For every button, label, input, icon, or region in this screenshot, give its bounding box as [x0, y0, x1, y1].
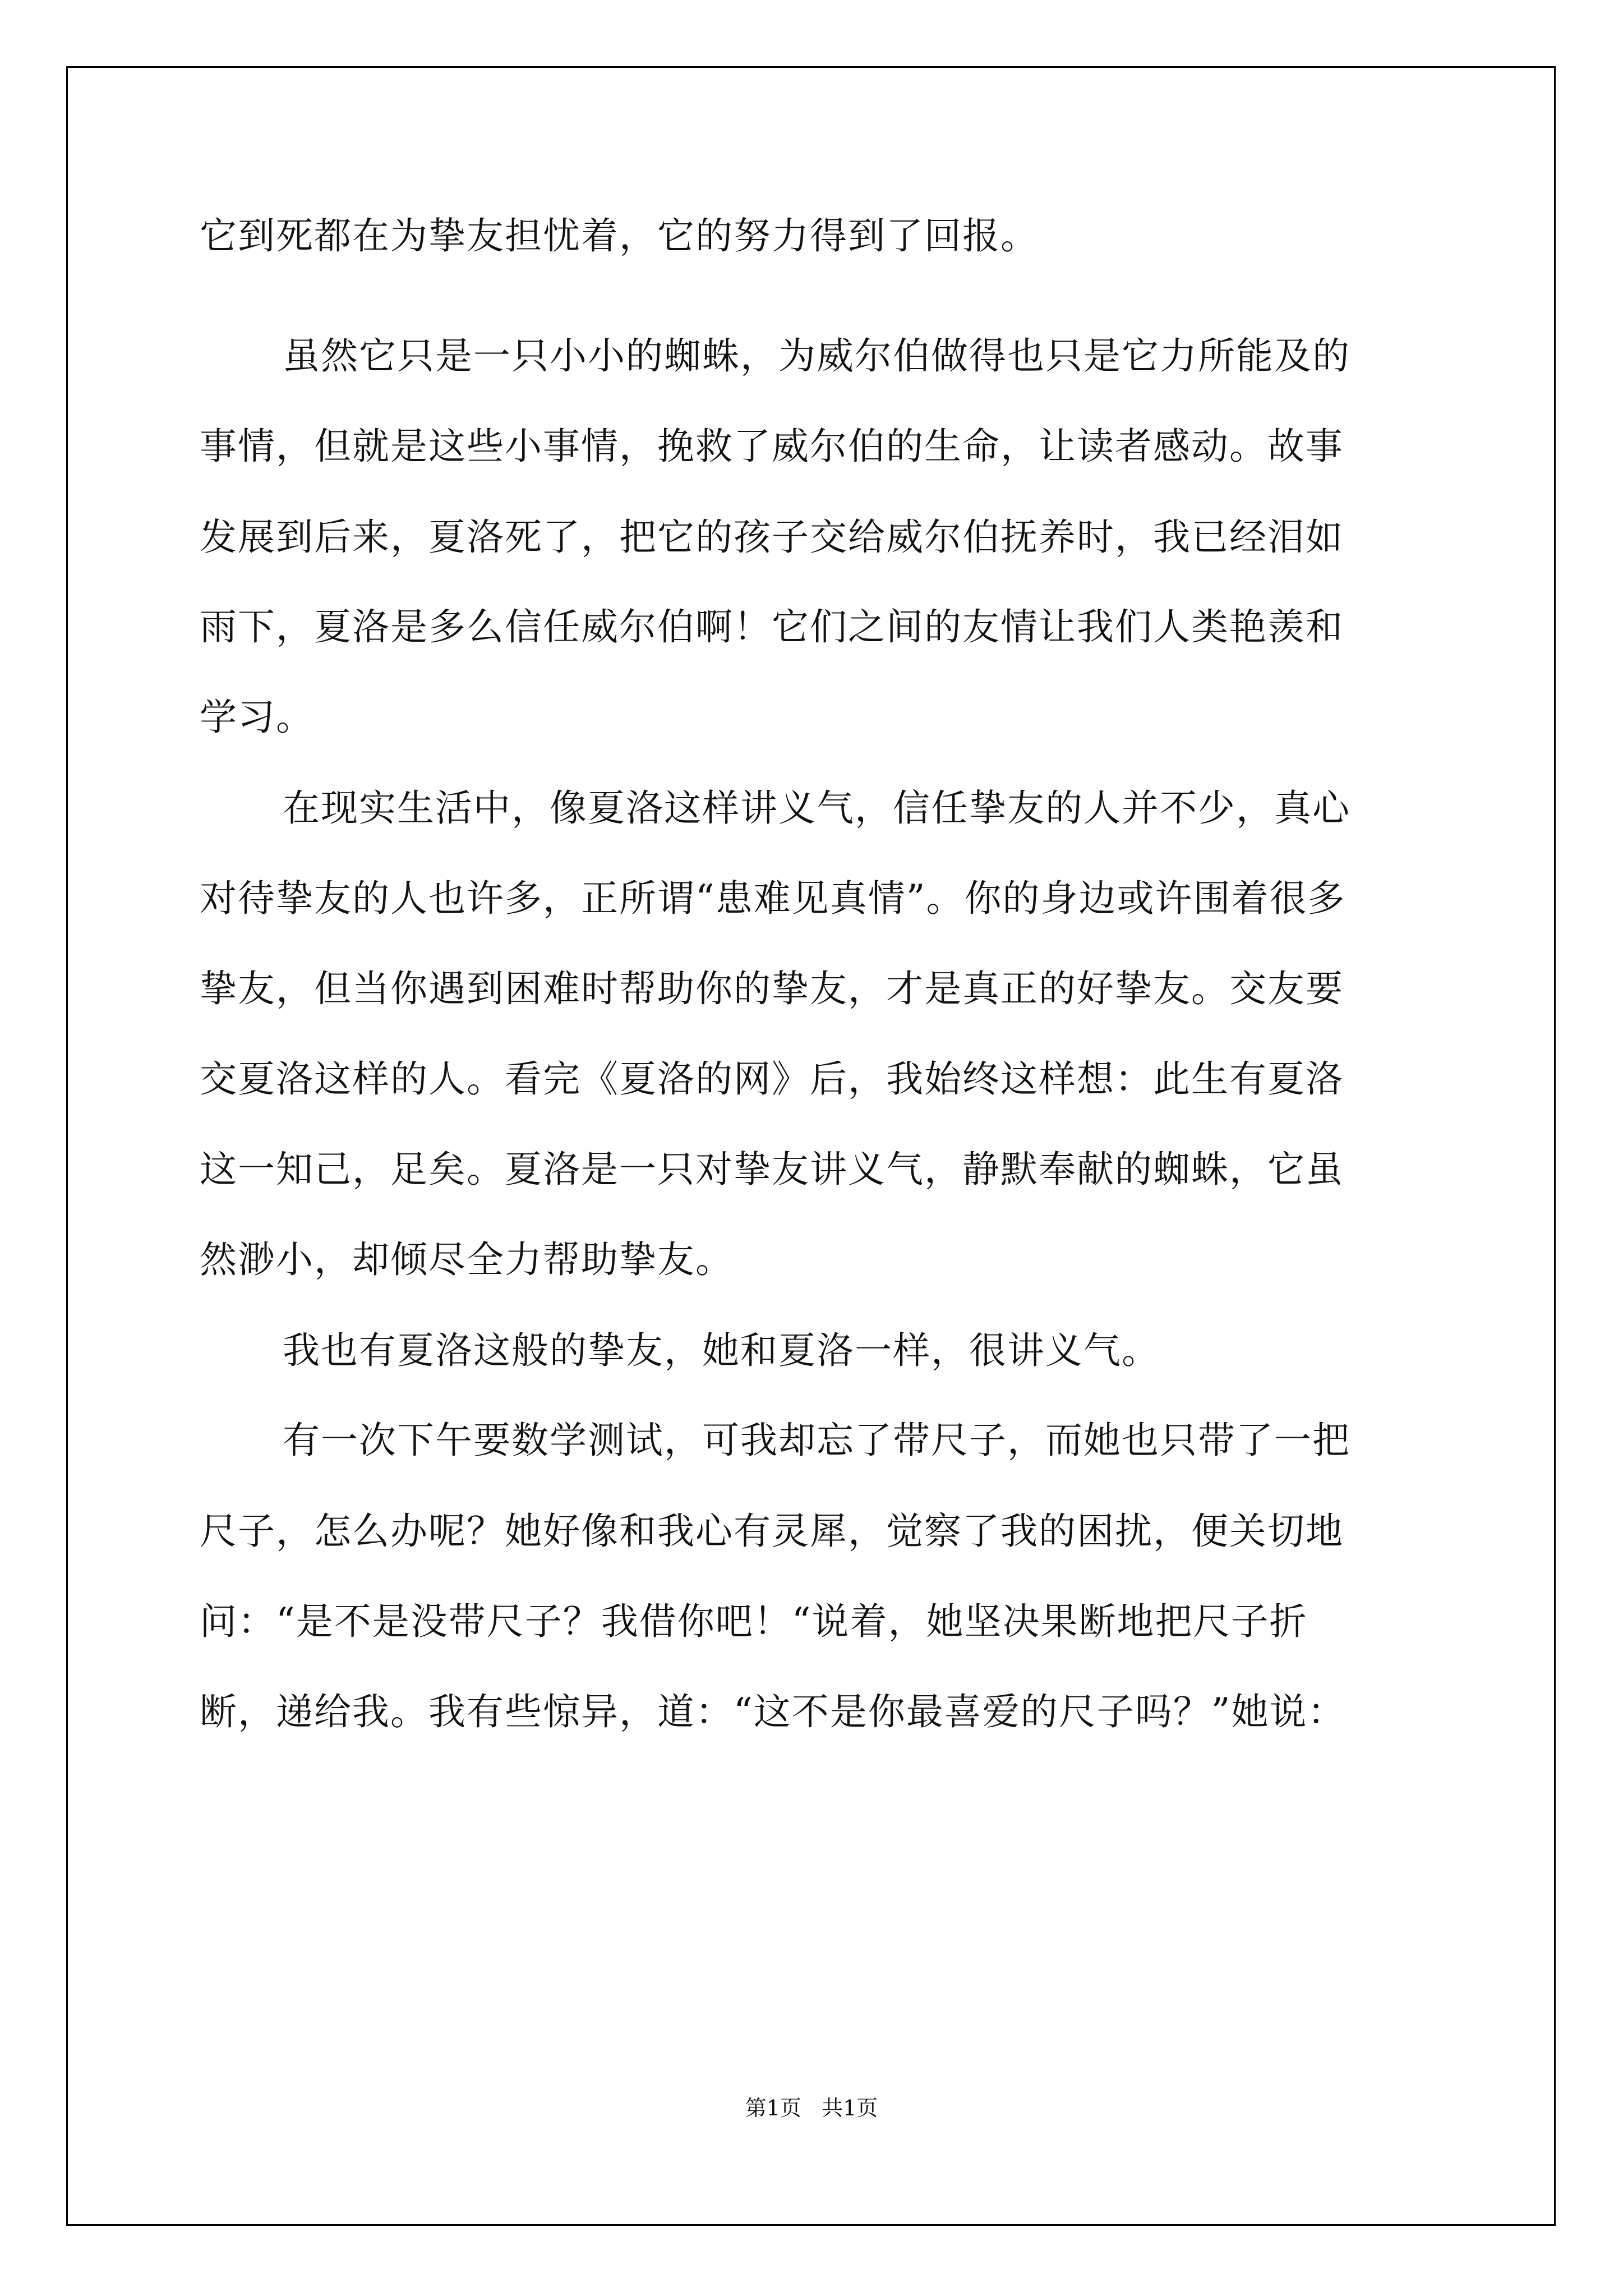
text-line: 我也有夏洛这般的挚友，她和夏洛一样，很讲义气。 [283, 1329, 1160, 1372]
text-line: 问：“是不是没带尺子？我借你吧！“说着，她坚决果断地把尺子折 [200, 1600, 1308, 1643]
text-line: 在现实生活中，像夏洛这样讲义气，信任挚友的人并不少，真心 [283, 786, 1350, 830]
page-footer: 第1页 共1页 [745, 2096, 878, 2120]
text-line: 发展到后来，夏洛死了，把它的孩子交给威尔伯抚养时，我已经泪如 [200, 516, 1344, 559]
text-line: 交夏洛这样的人。看完《夏洛的网》后，我始终这样想：此生有夏洛 [200, 1057, 1344, 1101]
text-line: 挚友，但当你遇到困难时帮助你的挚友，才是真正的好挚友。交友要 [200, 967, 1344, 1010]
text-line: 有一次下午要数学测试，可我却忘了带尺子，而她也只带了一把 [283, 1419, 1350, 1462]
text-line: 学习。 [200, 696, 314, 739]
text-line: 尺子，怎么办呢？她好像和我心有灵犀，觉察了我的困扰，便关切地 [200, 1510, 1344, 1553]
text-line: 它到死都在为挚友担忧着，它的努力得到了回报。 [200, 214, 1039, 257]
text-line: 然渺小，却倾尽全力帮助挚友。 [200, 1238, 734, 1281]
text-line: 事情，但就是这些小事情，挽救了威尔伯的生命，让读者感动。故事 [200, 425, 1344, 468]
text-line: 虽然它只是一只小小的蜘蛛，为威尔伯做得也只是它力所能及的 [283, 334, 1350, 378]
text-line: 这一知己，足矣。夏洛是一只对挚友讲义气，静默奉献的蜘蛛，它虽 [200, 1148, 1344, 1191]
text-line: 雨下，夏洛是多么信任威尔伯啊！它们之间的友情让我们人类艳羡和 [200, 605, 1344, 648]
text-line: 断，递给我。我有些惊异，道：“这不是你最喜爱的尺子吗？”她说： [200, 1690, 1346, 1733]
text-line: 对待挚友的人也许多，正所谓“患难见真情”。你的身边或许围着很多 [200, 877, 1346, 920]
